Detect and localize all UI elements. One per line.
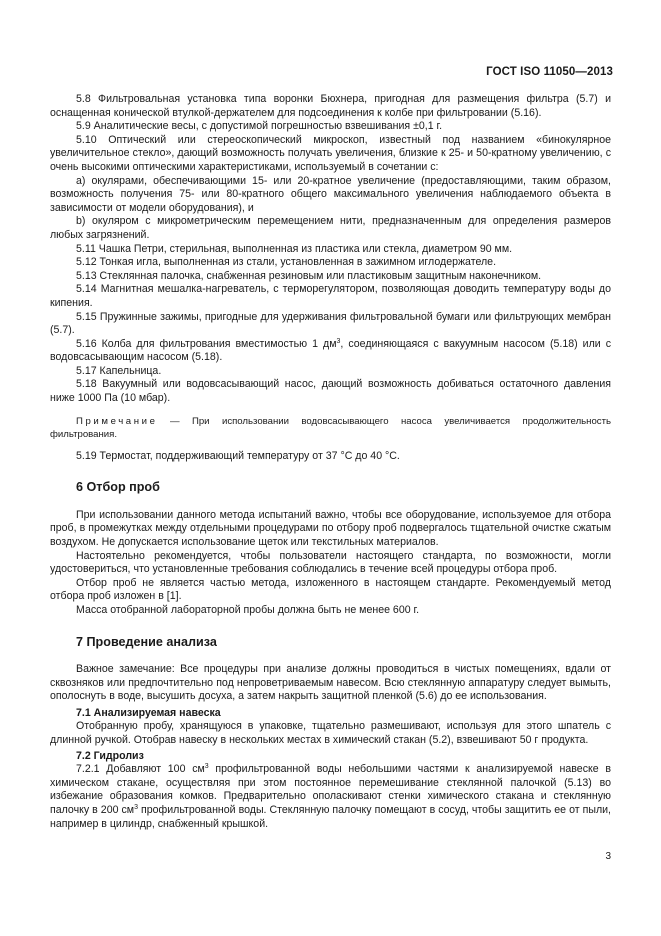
clause-5-8: 5.8 Фильтровальная установка типа воронки Бюхнера, пригодная для размещения фильтра (5.7) и оснащенная конической втулкой-держателем для подсоединения к колбе при фильтровании (5.16). [50, 93, 611, 119]
clause-5-17: 5.17 Капельница. [76, 364, 162, 377]
note [50, 415, 611, 441]
section-6-heading: 6 Отбор проб [76, 480, 160, 495]
section-6-para-4: Масса отобранной лабораторной пробы должна быть не менее 600 г. [76, 604, 420, 616]
superscript: 3 [134, 803, 138, 811]
clause-7-2-1-text-b: профильтрованной воды небольшими частями к анализируемой навеске в химическом стакане, осуществляя при этом постоянное перемешивание стеклянной палочкой (5.13) во избежание образования комков. Предварительно ополаскивают стенки химического стакана и стеклянную палочку в 200 см [50, 763, 611, 816]
superscript: 3 [336, 337, 341, 345]
page-number: 3 [605, 851, 611, 862]
clause-7-2-1 [50, 763, 611, 831]
clause-5-16 [50, 338, 611, 365]
clause-5-11: 5.11 Чашка Петри, стерильная, выполненная из пластика или стекла, диаметром 90 мм. [76, 242, 513, 255]
note-text: — При использовании водовсасывающего насоса увеличивается продолжительность фильтрования. [50, 415, 611, 440]
clause-7-2-1-text-a: 7.2.1 Добавляют 100 см [76, 763, 205, 776]
clause-5-19: 5.19 Термостат, поддерживающий температуру от 37 °С до 40 °С. [76, 449, 400, 462]
superscript: 3 [204, 763, 209, 771]
clause-5-16-text-b: , соединяющаяся с вакуумным насосом (5.18) или с водовсасывающим насосом (5.18). [50, 337, 611, 364]
clause-5-13: 5.13 Стеклянная палочка, снабженная резиновым или пластиковым защитным наконечником. [76, 269, 542, 282]
subsection-7-2-heading: 7.2 Гидролиз [76, 750, 144, 763]
clause-5-12: 5.12 Тонкая игла, выполненная из стали, установленная в зажимном иглодержателе. [76, 256, 497, 269]
note-label: Примечание [76, 415, 158, 427]
page-body [50, 93, 611, 831]
document-header-id: ГОСТ ISO 11050—2013 [486, 66, 613, 78]
clause-5-16-text-a: 5.16 Колба для фильтрования вместимостью 1 дм [76, 337, 337, 350]
section-6-para-2: Настоятельно рекомендуется, чтобы пользователи настоящего стандарта, по возможности, могли удостовериться, что установленные требования соблюдались в течение всей процедуры отбора проб. [50, 549, 611, 576]
section-6-para-3: Отбор проб не является частью метода, изложенного в настоящем стандарте. Рекомендуемый метод отбора проб изложен в [1]. [50, 576, 611, 603]
section-6-para-1: При использовании данного метода испытаний важно, чтобы все оборудование, используемое для отбора проб, в промежутках между отдельными процедурами по отбору проб подвергалось тщательной очистке сжатым воздухом. Не допускается использование щеток или текстильных материалов. [50, 508, 611, 549]
clause-5-9: 5.9 Аналитические весы, с допустимой погрешностью взвешивания ±0,1 г. [76, 120, 443, 133]
section-7-para-1: Важное замечание: Все процедуры при анализе должны проводиться в чистых помещениях, вдали от сквозняков или предпочтительно под непроветриваемым навесом. Всю стеклянную аппаратуру следует вымыть, ополоснуть в воде, высушить досуха, а затем накрыть защитной пленкой (5.6) до ее использования. [50, 663, 611, 703]
clause-5-18: 5.18 Вакуумный или водовсасывающий насос, дающий возможность добиваться остаточного давления ниже 1000 Па (10 мбар). [50, 378, 611, 405]
clause-5-15: 5.15 Пружинные зажимы, пригодные для удерживания фильтровальной бумаги или фильтрующих мембран (5.7). [50, 310, 611, 337]
subsection-7-1-heading: 7.1 Анализируемая навеска [76, 706, 221, 719]
clause-5-10-b: b) окуляром с микрометрическим перемещением нити, предназначенным для определения размеров любых загрязнений. [50, 215, 611, 241]
clause-7-2-1-text-c: профильтрованной воды. Стеклянную палочку помещают в сосуд, чтобы защитить ее от пыли, например в цилиндр, снабженный крышкой. [50, 803, 611, 830]
clause-5-10-a: а) окулярами, обеспечивающими 15- или 20-кратное увеличение (предоставляющими, таким образом, возможность получения 75- или 80-кратного общего максимального увеличения наблюдаемого объекта в зависимости от модели оборудования), и [50, 174, 611, 214]
clause-5-10: 5.10 Оптический или стереоскопический микроскоп, известный под названием «бинокулярное увеличительное стекло», дающий возможность получать увеличения, близкие к 25- и 50-кратному увеличению, с очень высокими оптическими характеристиками, используемый в сочетании с: [50, 133, 611, 173]
clause-5-14: 5.14 Магнитная мешалка-нагреватель, с терморегулятором, позволяющая доводить температуру воды до кипения. [50, 283, 611, 309]
section-7-heading: 7 Проведение анализа [76, 634, 217, 649]
subsection-7-1-para: Отобранную пробу, хранящуюся в упаковке, тщательно размешивают, используя для этого шпатель с длинной ручкой. Отобрав навеску в нескольких местах в химический стакан (5.2), взвешивают 50 г продукта. [50, 719, 611, 746]
